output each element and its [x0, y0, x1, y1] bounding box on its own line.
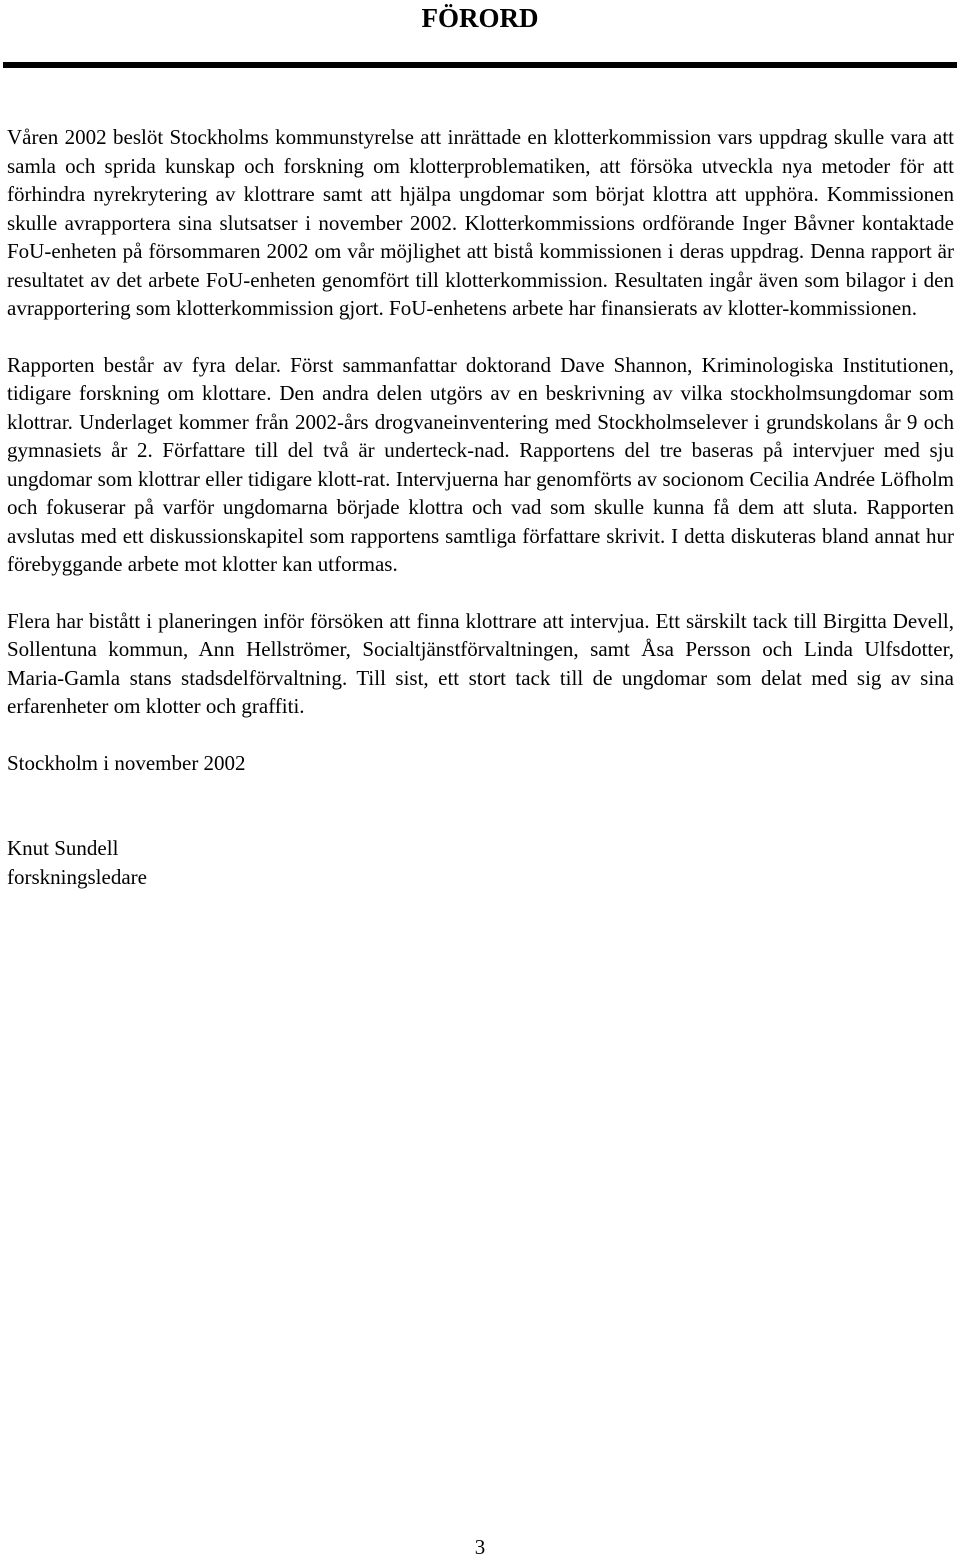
paragraph-report-structure: Rapporten består av fyra delar. Först sammanfattar doktorand Dave Shannon, Kriminologiska Institutionen, tidigare forskning om klottare. Den andra delen utgörs av en beskrivning av vilka stockholmsungdomar som klottrar. Underlaget kommer från 2002-års drogvaneinventering med Stockholmselever i grundskolans år 9 och gymnasiets år 2. Författare till del två är underteck-nad. Rapportens del tre baseras på intervjuer med sju ungdomar som klottrar eller tidigare klott-rat. Intervjuerna har genomförts av socionom Cecilia Andrée Löfholm och fokuserar på varför ungdomarna började klottra och vad som skulle kunna få dem att sluta. Rapporten avslutas med ett diskussionskapitel som rapportens samtliga författare skrivit. I detta diskuteras bland annat hur förebyggande arbete mot klotter kan utformas. — [7, 352, 954, 576]
paragraph-acknowledgements: Flera har bistått i planeringen inför försöken att finna klottrare att intervjua. Ett särskilt tack till Birgitta Devell, Sollentuna kommun, Ann Hellströmer, Socialtjänstförvaltningen, samt Åsa Persson och Linda Ulfsdotter, Maria-Gamla stans stadsdelförvaltning. Till sist, ett stort tack till de ungdomar som delat med sig av sina erfarenheter om klotter och graffiti. — [7, 608, 954, 718]
signature-block — [7, 834, 954, 891]
title-underline-rule — [3, 62, 957, 68]
signature-role: forskningsledare — [7, 864, 147, 889]
signature-name: Knut Sundell — [7, 836, 119, 860]
page-title: FÖRORD — [421, 3, 539, 33]
paragraph-background: Våren 2002 beslöt Stockholms kommunstyrelse att inrättade en klotterkommission vars uppdrag skulle vara att samla och sprida kunskap och forskning om klotterproblematiken, att försöka utveckla nya metoder för att förhindra nyrekrytering av klottrare samt att hjälpa ungdomar som börjat klottra att upphöra. Kommissionen skulle avrapportera sina slutsatser i november 2002. Klotterkommissions ordförande Inger Båvner kontaktade FoU-enheten på försommaren 2002 om vår möjlighet att bistå kommissionen i deras uppdrag. Denna rapport är resultatet av det arbete FoU-enheten genomfört till klotterkommission. Resultaten ingår även som bilagor i den avrapportering som klotterkommission gjort. FoU-enhetens arbete har finansierats av klotter-kommissionen. — [7, 125, 954, 320]
page-number: 3 — [474, 1535, 486, 1559]
document-body — [7, 123, 954, 891]
place-and-date: Stockholm i november 2002 — [7, 750, 246, 775]
